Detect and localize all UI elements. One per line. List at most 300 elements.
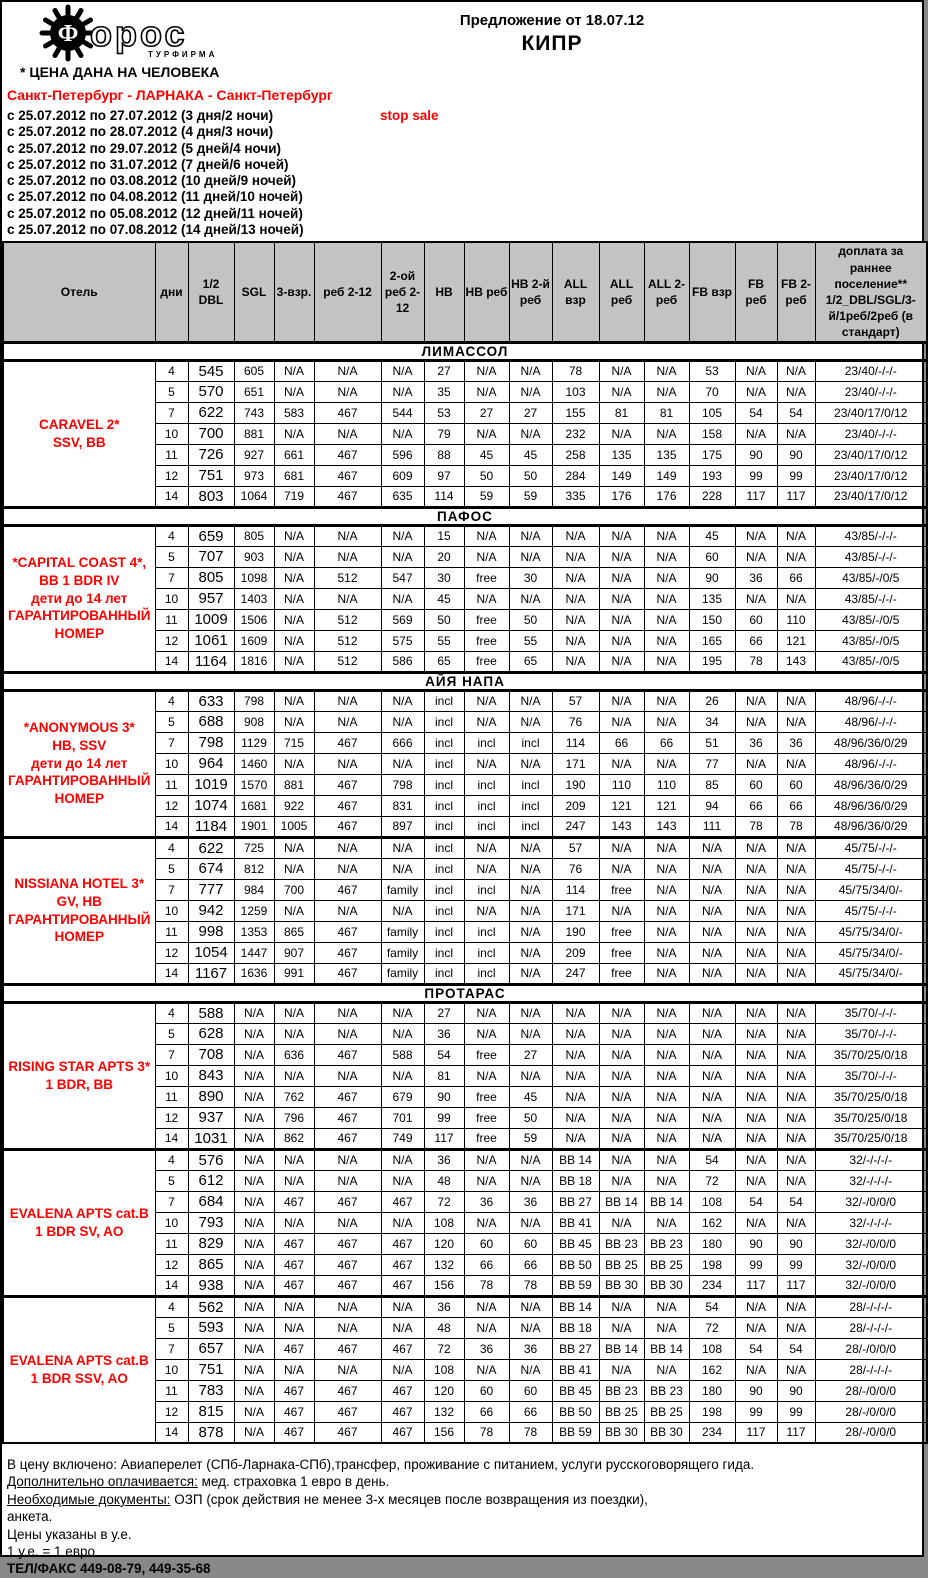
- price-cell: N/A: [381, 1149, 424, 1170]
- price-cell: N/A: [234, 1086, 274, 1107]
- price-cell: 467: [314, 1275, 381, 1296]
- hotel-name: [3, 360, 155, 507]
- price-cell: 198: [689, 1254, 735, 1275]
- hotel-name-line: EVALENA APTS cat.B: [9, 1352, 149, 1368]
- price-cell: 45: [509, 444, 552, 465]
- hotel-name-line: NISSIANA HOTEL 3*: [14, 875, 145, 891]
- price-cell: 180: [689, 1380, 735, 1401]
- price-cell: N/A: [381, 423, 424, 444]
- price-cell: 76: [552, 858, 599, 879]
- price-cell: 28/-/-/-/-: [815, 1296, 927, 1317]
- days-cell: 11: [155, 774, 188, 795]
- price-cell: incl: [424, 690, 464, 711]
- price-cell: N/A: [644, 609, 689, 630]
- price-cell: 50: [509, 465, 552, 486]
- price-cell: 467: [314, 465, 381, 486]
- hotel-name-line: HB, SSV: [52, 737, 107, 753]
- price-cell: 467: [274, 1422, 314, 1443]
- price-cell: 108: [424, 1359, 464, 1380]
- price-cell: 110: [777, 609, 815, 630]
- price-cell: 103: [552, 381, 599, 402]
- price-cell: N/A: [274, 1065, 314, 1086]
- price-cell: 54: [735, 402, 777, 423]
- price-cell: 43/85/-/0/5: [815, 609, 927, 630]
- price-cell: 23/40/17/0/12: [815, 486, 927, 507]
- price-cell: 633: [188, 690, 234, 711]
- price-cell: BB 50: [552, 1401, 599, 1422]
- price-cell: 937: [188, 1107, 234, 1128]
- days-cell: 12: [155, 630, 188, 651]
- price-cell: N/A: [464, 1065, 509, 1086]
- price-cell: family: [381, 921, 424, 942]
- price-cell: 762: [274, 1086, 314, 1107]
- price-cell: N/A: [274, 1170, 314, 1191]
- price-cell: 628: [188, 1023, 234, 1044]
- price-cell: 1460: [234, 753, 274, 774]
- price-cell: 512: [314, 609, 381, 630]
- price-cell: 48/96/36/0/29: [815, 774, 927, 795]
- price-cell: 36: [424, 1023, 464, 1044]
- price-cell: 156: [424, 1275, 464, 1296]
- price-cell: N/A: [599, 588, 644, 609]
- hotel-name-line: CARAVEL 2*: [38, 416, 120, 432]
- price-cell: N/A: [735, 1170, 777, 1191]
- price-cell: 228: [689, 486, 735, 507]
- hotel-name-line: НОМЕР: [54, 791, 104, 807]
- price-cell: 1184: [188, 816, 234, 837]
- price-cell: 66: [777, 795, 815, 816]
- price-cell: incl: [424, 942, 464, 963]
- price-cell: N/A: [552, 1023, 599, 1044]
- price-cell: N/A: [599, 753, 644, 774]
- hotel-name: [3, 1002, 155, 1149]
- price-cell: 803: [188, 486, 234, 507]
- price-cell: BB 23: [599, 1233, 644, 1254]
- price-cell: 162: [689, 1359, 735, 1380]
- price-cell: N/A: [689, 1086, 735, 1107]
- price-cell: 708: [188, 1044, 234, 1065]
- price-cell: N/A: [314, 1002, 381, 1023]
- price-cell: N/A: [234, 1317, 274, 1338]
- price-cell: 60: [689, 546, 735, 567]
- price-cell: 1164: [188, 651, 234, 672]
- days-cell: 14: [155, 816, 188, 837]
- price-cell: 1031: [188, 1128, 234, 1149]
- price-cell: 132: [424, 1254, 464, 1275]
- price-cell: N/A: [381, 1002, 424, 1023]
- hotel-name-line: 1 BDR, BB: [45, 1076, 113, 1092]
- price-cell: 117: [777, 486, 815, 507]
- price-cell: N/A: [464, 900, 509, 921]
- price-cell: 35/70/-/-/-: [815, 1002, 927, 1023]
- price-cell: incl: [464, 732, 509, 753]
- price-cell: 991: [274, 963, 314, 984]
- price-cell: BB 30: [599, 1275, 644, 1296]
- days-cell: 7: [155, 1191, 188, 1212]
- price-cell: N/A: [777, 711, 815, 732]
- price-per-person-note: * ЦЕНА ДАНА НА ЧЕЛОВЕКА: [20, 64, 220, 80]
- price-cell: 467: [381, 1338, 424, 1359]
- price-row: [3, 360, 927, 381]
- price-cell: 70: [689, 381, 735, 402]
- price-cell: 467: [314, 1044, 381, 1065]
- price-cell: N/A: [509, 423, 552, 444]
- price-cell: 636: [274, 1044, 314, 1065]
- price-cell: 897: [381, 816, 424, 837]
- price-cell: 707: [188, 546, 234, 567]
- price-cell: 23/40/17/0/12: [815, 444, 927, 465]
- price-cell: N/A: [381, 588, 424, 609]
- price-cell: 36: [735, 567, 777, 588]
- price-cell: family: [381, 879, 424, 900]
- price-cell: incl: [424, 732, 464, 753]
- price-cell: 467: [314, 795, 381, 816]
- price-cell: BB 14: [644, 1191, 689, 1212]
- price-cell: free: [464, 651, 509, 672]
- price-cell: 907: [274, 942, 314, 963]
- column-header: ALL реб: [599, 242, 644, 342]
- date-range: с 25.07.2012 по 04.08.2012 (11 дней/10 ночей): [7, 189, 303, 205]
- date-row: [7, 173, 922, 189]
- price-cell: 467: [381, 1401, 424, 1422]
- price-cell: N/A: [777, 1107, 815, 1128]
- price-cell: 467: [314, 942, 381, 963]
- price-cell: BB 30: [644, 1275, 689, 1296]
- price-cell: 547: [381, 567, 424, 588]
- price-cell: 190: [552, 921, 599, 942]
- price-cell: N/A: [234, 1065, 274, 1086]
- price-cell: 545: [188, 360, 234, 381]
- price-cell: 32/-/0/0/0: [815, 1254, 927, 1275]
- days-cell: 10: [155, 423, 188, 444]
- price-cell: 45: [424, 588, 464, 609]
- price-cell: 35: [424, 381, 464, 402]
- price-cell: 57: [552, 690, 599, 711]
- price-cell: 751: [188, 1359, 234, 1380]
- price-cell: 78: [735, 816, 777, 837]
- price-cell: N/A: [274, 1149, 314, 1170]
- price-cell: 32/-/-/-/-: [815, 1170, 927, 1191]
- price-cell: N/A: [274, 360, 314, 381]
- price-cell: 922: [274, 795, 314, 816]
- price-cell: 35/70/-/-/-: [815, 1023, 927, 1044]
- price-cell: 35/70/25/0/18: [815, 1086, 927, 1107]
- price-cell: 1816: [234, 651, 274, 672]
- price-cell: 90: [424, 1086, 464, 1107]
- price-cell: free: [464, 609, 509, 630]
- price-cell: N/A: [689, 858, 735, 879]
- column-header: дни: [155, 242, 188, 342]
- price-cell: BB 41: [552, 1212, 599, 1233]
- price-cell: N/A: [735, 858, 777, 879]
- price-cell: N/A: [509, 753, 552, 774]
- price-cell: N/A: [234, 1275, 274, 1296]
- price-cell: 32/-/0/0/0: [815, 1233, 927, 1254]
- price-cell: 467: [314, 1233, 381, 1254]
- price-cell: incl: [464, 774, 509, 795]
- price-cell: N/A: [381, 1023, 424, 1044]
- price-cell: 81: [644, 402, 689, 423]
- price-cell: 135: [689, 588, 735, 609]
- price-cell: BB 25: [599, 1401, 644, 1422]
- price-cell: N/A: [599, 1086, 644, 1107]
- price-cell: 805: [188, 567, 234, 588]
- hotel-name-line: дети до 14 лет: [31, 755, 128, 771]
- price-cell: 81: [599, 402, 644, 423]
- price-row: [3, 525, 927, 546]
- price-cell: 588: [381, 1044, 424, 1065]
- price-cell: 796: [274, 1107, 314, 1128]
- hotel-name-line: ГАРАНТИРОВАННЫЙ: [8, 608, 151, 624]
- price-cell: N/A: [234, 1107, 274, 1128]
- price-cell: N/A: [644, 690, 689, 711]
- price-cell: 45/75/-/-/-: [815, 858, 927, 879]
- svg-text:Ф: Ф: [57, 21, 79, 47]
- price-cell: 1353: [234, 921, 274, 942]
- price-cell: 117: [777, 1422, 815, 1443]
- price-cell: 114: [552, 879, 599, 900]
- price-cell: 114: [424, 486, 464, 507]
- price-cell: 59: [509, 486, 552, 507]
- price-cell: 45/75/34/0/-: [815, 963, 927, 984]
- price-cell: 467: [314, 963, 381, 984]
- days-cell: 11: [155, 921, 188, 942]
- price-cell: 467: [314, 486, 381, 507]
- hotel-name-line: НОМЕР: [54, 929, 104, 945]
- price-cell: 544: [381, 402, 424, 423]
- price-cell: BB 14: [599, 1191, 644, 1212]
- price-cell: incl: [464, 816, 509, 837]
- price-cell: N/A: [234, 1149, 274, 1170]
- price-cell: 45: [509, 1086, 552, 1107]
- price-cell: N/A: [234, 1191, 274, 1212]
- price-cell: N/A: [464, 381, 509, 402]
- price-cell: 865: [188, 1254, 234, 1275]
- price-cell: N/A: [735, 963, 777, 984]
- price-cell: N/A: [314, 360, 381, 381]
- price-cell: N/A: [777, 1317, 815, 1338]
- logo-subtitle: ТУРФИРМА: [148, 50, 218, 59]
- price-cell: 284: [552, 465, 599, 486]
- price-cell: N/A: [381, 381, 424, 402]
- price-cell: N/A: [314, 546, 381, 567]
- price-cell: 60: [464, 1233, 509, 1254]
- price-cell: 36: [509, 1338, 552, 1359]
- date-row: [7, 108, 922, 124]
- price-cell: N/A: [735, 879, 777, 900]
- price-cell: N/A: [464, 1002, 509, 1023]
- price-cell: N/A: [464, 753, 509, 774]
- price-cell: 99: [777, 465, 815, 486]
- days-cell: 5: [155, 546, 188, 567]
- price-cell: 684: [188, 1191, 234, 1212]
- price-cell: 467: [381, 1191, 424, 1212]
- days-cell: 12: [155, 1107, 188, 1128]
- price-cell: incl: [464, 795, 509, 816]
- price-cell: 467: [381, 1422, 424, 1443]
- price-cell: 135: [599, 444, 644, 465]
- days-cell: 14: [155, 1422, 188, 1443]
- price-cell: N/A: [314, 1149, 381, 1170]
- price-cell: 575: [381, 630, 424, 651]
- footer-line: Необходимые документы: ОЗП (срок действия не менее 3-х месяцев после возвращения из поездки),: [7, 1491, 648, 1507]
- price-cell: N/A: [509, 1065, 552, 1086]
- price-cell: 94: [689, 795, 735, 816]
- date-row: [7, 189, 922, 205]
- price-cell: N/A: [234, 1338, 274, 1359]
- price-cell: 150: [689, 609, 735, 630]
- days-cell: 10: [155, 588, 188, 609]
- price-cell: incl: [424, 879, 464, 900]
- column-header: ALL 2-реб: [644, 242, 689, 342]
- price-cell: 143: [599, 816, 644, 837]
- price-cell: N/A: [464, 858, 509, 879]
- price-cell: 562: [188, 1296, 234, 1317]
- price-cell: N/A: [381, 1065, 424, 1086]
- price-cell: N/A: [234, 1044, 274, 1065]
- price-cell: N/A: [274, 1212, 314, 1233]
- price-cell: 27: [464, 402, 509, 423]
- route-title: Санкт-Петербург - ЛАРНАКА - Санкт-Петербург: [7, 87, 333, 103]
- price-cell: N/A: [777, 1149, 815, 1170]
- price-cell: N/A: [599, 609, 644, 630]
- price-cell: 1901: [234, 816, 274, 837]
- price-cell: N/A: [509, 525, 552, 546]
- price-cell: N/A: [381, 690, 424, 711]
- price-cell: 878: [188, 1422, 234, 1443]
- price-cell: 27: [509, 402, 552, 423]
- price-row: [3, 1002, 927, 1023]
- price-cell: 831: [381, 795, 424, 816]
- price-cell: 1005: [274, 816, 314, 837]
- price-cell: 120: [424, 1233, 464, 1254]
- price-cell: 90: [735, 444, 777, 465]
- price-cell: N/A: [464, 423, 509, 444]
- page-title: КИПР: [521, 32, 583, 55]
- hotel-name-line: EVALENA APTS cat.B: [9, 1205, 149, 1221]
- days-cell: 5: [155, 1170, 188, 1191]
- price-cell: N/A: [689, 837, 735, 858]
- resort-section-row: [3, 507, 927, 525]
- price-cell: N/A: [689, 1002, 735, 1023]
- price-cell: 48: [424, 1317, 464, 1338]
- days-cell: 4: [155, 525, 188, 546]
- price-cell: 111: [689, 816, 735, 837]
- column-header: ALL взр: [552, 242, 599, 342]
- price-cell: 180: [689, 1233, 735, 1254]
- date-row: [7, 124, 922, 140]
- price-cell: N/A: [274, 1002, 314, 1023]
- price-cell: 467: [381, 1233, 424, 1254]
- price-cell: 1074: [188, 795, 234, 816]
- price-cell: 657: [188, 1338, 234, 1359]
- days-cell: 7: [155, 879, 188, 900]
- price-row: [3, 1149, 927, 1170]
- price-cell: N/A: [314, 1317, 381, 1338]
- price-cell: N/A: [599, 1317, 644, 1338]
- price-cell: N/A: [644, 525, 689, 546]
- price-cell: 805: [234, 525, 274, 546]
- price-cell: 32/-/-/-/-: [815, 1149, 927, 1170]
- price-cell: 247: [552, 816, 599, 837]
- price-cell: N/A: [599, 525, 644, 546]
- price-cell: N/A: [464, 837, 509, 858]
- price-cell: 903: [234, 546, 274, 567]
- resort-section-header: ПАФОС: [3, 507, 927, 525]
- price-cell: 66: [644, 732, 689, 753]
- price-cell: N/A: [234, 1128, 274, 1149]
- price-cell: BB 27: [552, 1338, 599, 1359]
- price-cell: 467: [314, 1401, 381, 1422]
- price-cell: 43/85/-/0/5: [815, 567, 927, 588]
- price-cell: 726: [188, 444, 234, 465]
- price-cell: 45/75/34/0/-: [815, 921, 927, 942]
- price-cell: 54: [735, 1191, 777, 1212]
- price-cell: 51: [689, 732, 735, 753]
- price-cell: N/A: [777, 879, 815, 900]
- resort-section-row: [3, 984, 927, 1002]
- price-cell: 59: [509, 1128, 552, 1149]
- price-cell: N/A: [644, 1065, 689, 1086]
- price-cell: 23/40/-/-/-: [815, 381, 927, 402]
- price-cell: 36: [464, 1338, 509, 1359]
- price-cell: N/A: [274, 525, 314, 546]
- price-cell: 59: [464, 486, 509, 507]
- price-cell: N/A: [464, 1317, 509, 1338]
- price-cell: 586: [381, 651, 424, 672]
- price-cell: 45/75/34/0/-: [815, 879, 927, 900]
- price-cell: 117: [735, 1422, 777, 1443]
- price-cell: N/A: [381, 837, 424, 858]
- hotel-name: [3, 1296, 155, 1443]
- days-cell: 14: [155, 1275, 188, 1296]
- days-cell: 4: [155, 690, 188, 711]
- price-cell: N/A: [644, 588, 689, 609]
- price-cell: N/A: [552, 546, 599, 567]
- price-cell: BB 25: [599, 1254, 644, 1275]
- price-cell: N/A: [552, 651, 599, 672]
- date-row: [7, 141, 922, 157]
- price-cell: N/A: [274, 567, 314, 588]
- price-cell: 798: [188, 732, 234, 753]
- price-cell: 467: [314, 402, 381, 423]
- price-cell: N/A: [689, 942, 735, 963]
- price-cell: N/A: [314, 588, 381, 609]
- price-cell: N/A: [599, 900, 644, 921]
- price-cell: N/A: [381, 525, 424, 546]
- price-cell: incl: [424, 858, 464, 879]
- price-row: [3, 690, 927, 711]
- days-cell: 11: [155, 1233, 188, 1254]
- price-cell: 467: [274, 1233, 314, 1254]
- resort-section-row: [3, 672, 927, 690]
- price-cell: N/A: [509, 1212, 552, 1233]
- price-cell: N/A: [644, 900, 689, 921]
- price-cell: 90: [777, 1233, 815, 1254]
- price-cell: 467: [314, 444, 381, 465]
- date-range: с 25.07.2012 по 31.07.2012 (7 дней/6 ночей): [7, 156, 289, 172]
- price-cell: 110: [599, 774, 644, 795]
- price-cell: 1403: [234, 588, 274, 609]
- days-cell: 5: [155, 1023, 188, 1044]
- price-cell: 72: [689, 1317, 735, 1338]
- price-cell: N/A: [314, 525, 381, 546]
- price-cell: 66: [509, 1401, 552, 1422]
- price-cell: free: [464, 1128, 509, 1149]
- price-cell: 54: [777, 1191, 815, 1212]
- price-cell: 78: [777, 816, 815, 837]
- price-cell: N/A: [777, 588, 815, 609]
